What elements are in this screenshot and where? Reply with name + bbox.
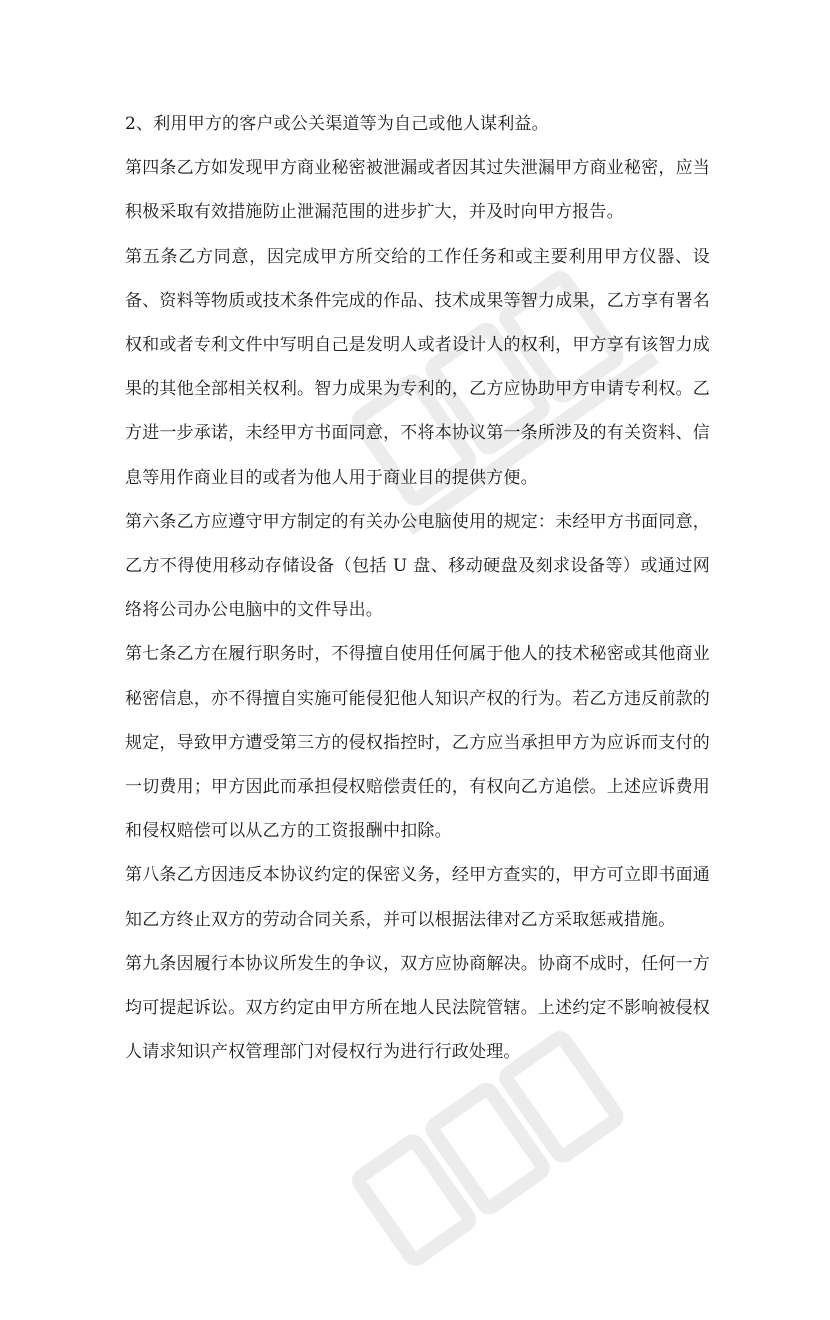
paragraph-article-9: 第九条因履行本协议所发生的争议，双方应协商解决。协商不成时，任何一方均可提起诉讼。双方约定由甲方所在地人民法院管辖。上述约定不影响被侵权人请求知识产权管理部门对侵权行为进行行政处理。 xyxy=(125,953,710,1063)
paragraph-item-2: 2、利用甲方的客户或公关渠道等为自己或他人谋利益。 xyxy=(125,114,549,134)
paragraph-article-5: 第五条乙方同意，因完成甲方所交给的工作任务和或主要利用甲方仪器、设备、资料等物质或技术条件完成的作品、技术成果等智力成果，乙方享有署名权和或者专利文件中写明自己是发明人或者设计人的权利，甲方享有该智力成果的其他全部相关权利。智力成果为专利的，乙方应协助甲方申请专利权。乙方进一步承诺，未经甲方书面同意，不将本协议第一条所涉及的有关资料、信息等用作商业目的或者为他人用于商业目的提供方便。 xyxy=(125,246,710,488)
document-body xyxy=(125,102,710,1074)
paragraph-article-7: 第七条乙方在履行职务时，不得擅自使用任何属于他人的技术秘密或其他商业秘密信息，亦不得擅自实施可能侵犯他人知识产权的行为。若乙方违反前款的规定，导致甲方遭受第三方的侵权指控时，乙方应当承担甲方为应诉而支付的一切费用；甲方因此而承担侵权赔偿责任的，有权向乙方追偿。上述应诉费用和侵权赔偿可以从乙方的工资报酬中扣除。 xyxy=(125,644,710,842)
paragraph-article-8: 第八条乙方因违反本协议约定的保密义务，经甲方查实的，甲方可立即书面通知乙方终止双方的劳动合同关系，并可以根据法律对乙方采取惩戒措施。 xyxy=(125,865,710,930)
paragraph-article-6: 第六条乙方应遵守甲方制定的有关办公电脑使用的规定：未经甲方书面同意，乙方不得使用移动存储设备（包括 U 盘、移动硬盘及刻求设备等）或通过网络将公司办公电脑中的文件导出。 xyxy=(125,511,710,621)
paragraph-article-4: 第四条乙方如发现甲方商业秘密被泄漏或者因其过失泄漏甲方商业秘密，应当积极采取有效措施防止泄漏范围的进步扩大，并及时向甲方报告。 xyxy=(125,158,710,223)
